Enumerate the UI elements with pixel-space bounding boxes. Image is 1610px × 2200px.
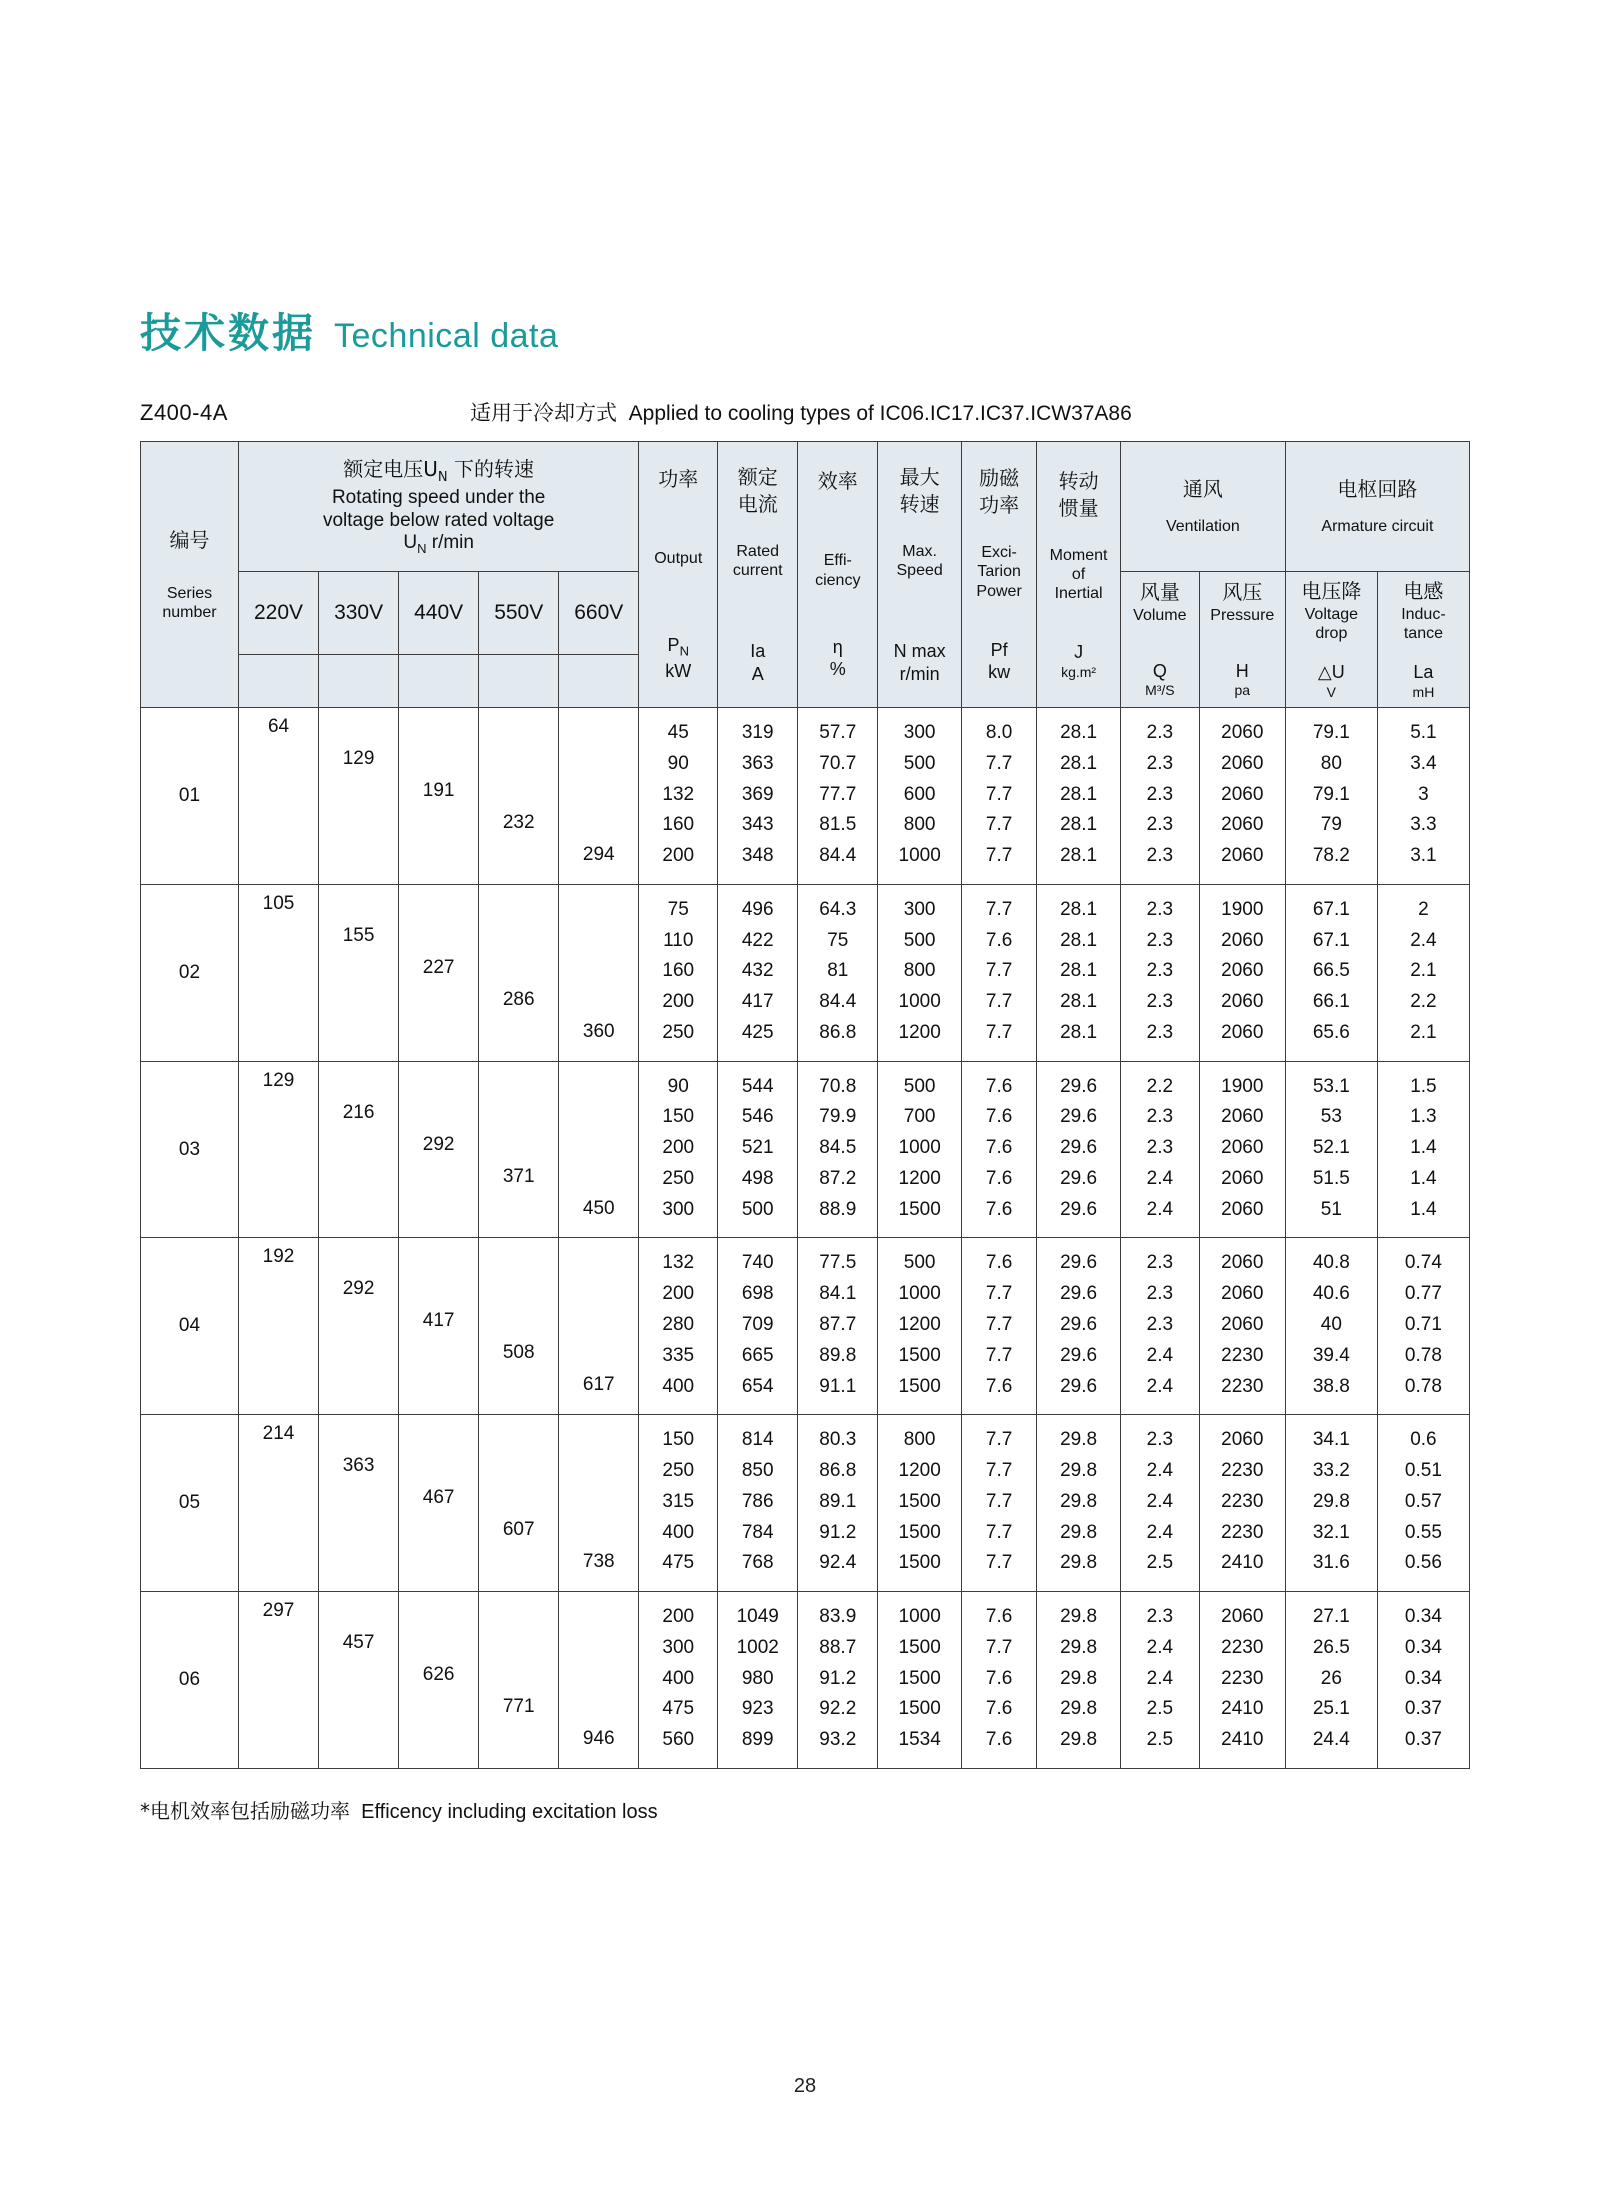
cell-330v: 216 [319,1061,399,1238]
page-number: 28 [793,2075,817,2097]
table-row [141,1238,1470,1415]
th-maxspeed-unit: r/min [899,663,940,684]
th-current-en1: Rated [736,542,780,560]
th-maxspeed-en2: Speed [896,562,943,579]
footnote-cn: *电机效率包括励磁功率 [140,1798,350,1823]
th-vdrop-en2: drop [1315,625,1348,642]
th-volume-en: Volume [1133,607,1187,625]
cell-max-speed: 500 700 1000 1200 1500 [878,1061,962,1238]
cell-inductance: 1.5 1.3 1.4 1.4 1.4 [1377,1061,1469,1238]
cell-rated-current: 319 363 369 343 348 [718,708,798,885]
th-eff-cn: 效率 [817,469,858,494]
cell-330v: 292 [319,1238,399,1415]
th-voltage-550v-spacer [479,655,559,708]
cell-inertia: 28.1 28.1 28.1 28.1 28.1 [1037,884,1121,1061]
th-speed-cn-sub: N [437,470,448,486]
th-inertia-en2: of [1071,565,1086,583]
th-maxspeed-sym: N max [893,641,946,662]
cell-550v: 371 [479,1061,559,1238]
th-eff-sym: η [832,636,843,657]
table-row [141,1415,1470,1592]
cell-volume: 2.3 2.3 2.3 2.3 2.3 [1120,884,1199,1061]
cell-excitation-power: 7.6 7.7 7.7 7.7 7.6 [961,1238,1036,1415]
cell-440v: 417 [399,1238,479,1415]
cell-efficiency: 83.9 88.7 91.2 92.2 93.2 [798,1592,878,1769]
cell-excitation-power: 7.7 7.6 7.7 7.7 7.7 [961,884,1036,1061]
th-inertia-sym: J [1074,642,1084,663]
th-maxspeed-cn2: 转速 [899,491,940,516]
th-speed-en2: voltage below rated voltage [322,509,555,531]
cell-series-number: 06 [141,1592,239,1769]
th-voltage-660v-spacer [559,655,639,708]
cell-series-number: 04 [141,1238,239,1415]
cell-output: 132 200 280 335 400 [639,1238,718,1415]
cooling-types-cn: 适用于冷却方式 [470,401,617,425]
th-speed-en3b: r/min [426,532,474,554]
th-output-sym1 [641,634,715,660]
cell-inertia: 28.1 28.1 28.1 28.1 28.1 [1037,708,1121,885]
th-series-number-en2: number [162,604,217,621]
th-induct-en2: tance [1403,625,1443,642]
th-output-cn: 功率 [658,467,699,492]
th-volume [1120,572,1199,708]
th-pressure-unit: pa [1234,682,1251,699]
th-speed-cn-a: 额定电压U [343,457,438,482]
th-exc-cn1: 励磁 [979,466,1020,491]
cell-pressure: 2060 2230 2230 2410 2410 [1199,1592,1285,1769]
cell-inertia: 29.6 29.6 29.6 29.6 29.6 [1037,1238,1121,1415]
th-induct-en1: Induc- [1401,605,1446,623]
th-rotating-speed [239,442,639,572]
cell-660v: 738 [559,1415,639,1592]
footnote-en: Efficency including excitation loss [361,1800,658,1823]
cell-inertia: 29.6 29.6 29.6 29.6 29.6 [1037,1061,1121,1238]
cooling-types-en: Applied to cooling types of IC06.IC17.IC37.ICW37A86 [628,402,1132,425]
cell-voltage-drop: 27.1 26.5 26 25.1 24.4 [1285,1592,1377,1769]
th-voltage-330v: 330V [319,572,399,655]
th-vdrop-sym: △U [1317,662,1345,683]
cell-series-number: 02 [141,884,239,1061]
cell-output: 150 250 315 400 475 [639,1415,718,1592]
cell-inertia: 29.8 29.8 29.8 29.8 29.8 [1037,1592,1121,1769]
cell-440v: 467 [399,1415,479,1592]
cell-rated-current: 496 422 432 417 425 [718,884,798,1061]
page-title-cn: 技术数据 [140,309,316,357]
th-inertia-en1: Moment [1049,546,1108,564]
th-rotating-speed-cn [241,456,636,487]
page-top-band [0,0,1610,10]
cell-volume: 2.3 2.3 2.3 2.3 2.3 [1120,708,1199,885]
cooling-types [470,397,1132,427]
cell-inductance: 2 2.4 2.1 2.2 2.1 [1377,884,1469,1061]
th-maxspeed-cn1: 最大 [899,464,940,489]
cell-220v: 214 [239,1415,319,1592]
model-number: Z400-4A [140,400,228,425]
cell-550v: 607 [479,1415,559,1592]
th-series-number [141,442,239,708]
th-vent-cn: 通风 [1182,477,1223,502]
th-eff-en2: ciency [815,571,861,589]
cell-660v: 946 [559,1592,639,1769]
cell-220v: 297 [239,1592,319,1769]
th-armature-circuit [1285,442,1469,572]
cell-excitation-power: 7.7 7.7 7.7 7.7 7.7 [961,1415,1036,1592]
th-eff-en1: Effi- [823,552,852,570]
th-pressure [1199,572,1285,708]
cell-excitation-power: 7.6 7.6 7.6 7.6 7.6 [961,1061,1036,1238]
cell-voltage-drop: 34.1 33.2 29.8 32.1 31.6 [1285,1415,1377,1592]
table-row [141,1061,1470,1238]
cell-volume: 2.3 2.4 2.4 2.4 2.5 [1120,1415,1199,1592]
cell-output: 90 150 200 250 300 [639,1061,718,1238]
cell-efficiency: 77.5 84.1 87.7 89.8 91.1 [798,1238,878,1415]
th-output-p-sub: N [679,644,689,660]
cell-inductance: 5.1 3.4 3 3.3 3.1 [1377,708,1469,885]
cell-series-number: 01 [141,708,239,885]
cell-max-speed: 300 500 600 800 1000 [878,708,962,885]
th-voltage-660v: 660V [559,572,639,655]
cell-220v: 105 [239,884,319,1061]
th-pressure-en: Pressure [1210,607,1275,625]
cell-pressure: 1900 2060 2060 2060 2060 [1199,1061,1285,1238]
cell-voltage-drop: 40.8 40.6 40 39.4 38.8 [1285,1238,1377,1415]
th-speed-en1: Rotating speed under the [331,486,546,508]
th-armature-en: Armature circuit [1321,518,1434,536]
cell-550v: 771 [479,1592,559,1769]
cell-efficiency: 70.8 79.9 84.5 87.2 88.9 [798,1061,878,1238]
th-vent-en: Ventilation [1165,518,1240,536]
subheader [140,397,1470,427]
th-moment-of-inertia [1037,442,1121,708]
technical-data-table [140,441,1470,1769]
th-current-cn2: 电流 [737,491,778,516]
th-volume-cn: 风量 [1139,580,1180,605]
th-inertia-unit: kg.m² [1061,663,1097,680]
cell-220v: 192 [239,1238,319,1415]
th-voltage-220v-spacer [239,655,319,708]
cell-inductance: 0.34 0.34 0.34 0.37 0.37 [1377,1592,1469,1769]
th-volume-unit: M³/S [1145,682,1175,699]
th-ventilation [1120,442,1285,572]
th-vdrop-cn: 电压降 [1301,578,1362,603]
th-current-cn1: 额定 [737,464,778,489]
th-efficiency [798,442,878,708]
cell-rated-current: 544 546 521 498 500 [718,1061,798,1238]
th-volume-sym: Q [1152,660,1167,681]
th-inertia-cn2: 惯量 [1058,495,1099,520]
cell-pressure: 2060 2060 2060 2230 2230 [1199,1238,1285,1415]
table-row [141,708,1470,885]
th-pressure-sym: H [1235,660,1249,681]
cell-voltage-drop: 67.1 67.1 66.5 66.1 65.6 [1285,884,1377,1061]
page-left-margin [0,0,18,2200]
page-content [140,300,1470,1824]
cell-volume: 2.2 2.3 2.3 2.4 2.4 [1120,1061,1199,1238]
cell-330v: 457 [319,1592,399,1769]
th-current-unit: A [751,663,764,684]
th-exc-en2: Tarion [977,563,1021,581]
th-speed-en3a: U [403,532,418,554]
cell-pressure: 2060 2230 2230 2230 2410 [1199,1415,1285,1592]
th-voltage-drop [1285,572,1377,708]
th-voltage-440v: 440V [399,572,479,655]
th-exc-en1: Exci- [981,544,1017,562]
cell-efficiency: 57.7 70.7 77.7 81.5 84.4 [798,708,878,885]
th-exc-sym: Pf [990,639,1008,660]
cell-output: 200 300 400 475 560 [639,1592,718,1769]
cell-660v: 294 [559,708,639,885]
cell-550v: 232 [479,708,559,885]
th-voltage-550v: 550V [479,572,559,655]
cell-max-speed: 300 500 800 1000 1200 [878,884,962,1061]
th-induct-cn: 电感 [1403,578,1444,603]
cell-max-speed: 500 1000 1200 1500 1500 [878,1238,962,1415]
cell-550v: 508 [479,1238,559,1415]
th-eff-unit: % [829,659,846,680]
th-output [639,442,718,708]
cell-rated-current: 1049 1002 980 923 899 [718,1592,798,1769]
cell-series-number: 03 [141,1061,239,1238]
cell-output: 45 90 132 160 200 [639,708,718,885]
th-voltage-440v-spacer [399,655,479,708]
page-title-en: Technical data [334,317,559,355]
cell-volume: 2.3 2.4 2.4 2.5 2.5 [1120,1592,1199,1769]
th-maxspeed-en1: Max. [902,542,937,560]
th-voltage-330v-spacer [319,655,399,708]
cell-inertia: 29.8 29.8 29.8 29.8 29.8 [1037,1415,1121,1592]
cell-series-number: 05 [141,1415,239,1592]
table-header-row-1 [141,442,1470,572]
cell-330v: 363 [319,1415,399,1592]
cell-220v: 64 [239,708,319,885]
th-output-en: Output [654,550,703,568]
th-inductance [1377,572,1469,708]
th-speed-en3-sub: N [417,541,427,557]
th-exc-en3: Power [976,582,1022,600]
th-voltage-220v: 220V [239,572,319,655]
th-exc-cn2: 功率 [979,493,1020,518]
cell-440v: 292 [399,1061,479,1238]
page-title [140,300,1470,359]
cell-660v: 360 [559,884,639,1061]
th-output-unit: kW [665,661,692,682]
th-induct-sym: La [1413,662,1434,683]
cell-efficiency: 64.3 75 81 84.4 86.8 [798,884,878,1061]
th-max-speed [878,442,962,708]
th-vdrop-en1: Voltage [1304,605,1359,623]
th-series-number-en1: Series [166,584,213,602]
cell-max-speed: 800 1200 1500 1500 1500 [878,1415,962,1592]
th-armature-cn: 电枢回路 [1337,477,1418,502]
cell-440v: 191 [399,708,479,885]
cell-excitation-power: 7.6 7.7 7.6 7.6 7.6 [961,1592,1036,1769]
th-series-number-cn: 编号 [169,527,210,552]
cell-220v: 129 [239,1061,319,1238]
cell-440v: 227 [399,884,479,1061]
th-speed-en3 [241,532,636,556]
th-output-p: P [667,635,680,656]
cell-440v: 626 [399,1592,479,1769]
th-rated-current [718,442,798,708]
th-inertia-cn1: 转动 [1058,468,1099,493]
th-current-en2: current [732,562,783,579]
th-induct-unit: mH [1412,683,1435,700]
cell-voltage-drop: 53.1 53 52.1 51.5 51 [1285,1061,1377,1238]
cell-pressure: 2060 2060 2060 2060 2060 [1199,708,1285,885]
cell-output: 75 110 160 200 250 [639,884,718,1061]
cell-pressure: 1900 2060 2060 2060 2060 [1199,884,1285,1061]
cell-550v: 286 [479,884,559,1061]
th-exc-unit: kw [988,662,1011,683]
cell-volume: 2.3 2.3 2.3 2.4 2.4 [1120,1238,1199,1415]
table-body [141,708,1470,1769]
cell-voltage-drop: 79.1 80 79.1 79 78.2 [1285,708,1377,885]
cell-excitation-power: 8.0 7.7 7.7 7.7 7.7 [961,708,1036,885]
footnote [140,1795,1470,1824]
cell-330v: 129 [319,708,399,885]
cell-inductance: 0.74 0.77 0.71 0.78 0.78 [1377,1238,1469,1415]
cell-rated-current: 814 850 786 784 768 [718,1415,798,1592]
cell-330v: 155 [319,884,399,1061]
th-vdrop-unit: V [1326,683,1336,700]
th-excitation-power [961,442,1036,708]
th-speed-cn-b: 下的转速 [447,457,535,482]
cell-660v: 617 [559,1238,639,1415]
cell-660v: 450 [559,1061,639,1238]
th-current-sym: Ia [750,641,766,662]
cell-efficiency: 80.3 86.8 89.1 91.2 92.4 [798,1415,878,1592]
cell-inductance: 0.6 0.51 0.57 0.55 0.56 [1377,1415,1469,1592]
cell-rated-current: 740 698 709 665 654 [718,1238,798,1415]
th-pressure-cn: 风压 [1222,580,1263,605]
th-inertia-en3: Inertial [1054,585,1103,603]
table-row [141,884,1470,1061]
table-row [141,1592,1470,1769]
cell-max-speed: 1000 1500 1500 1500 1534 [878,1592,962,1769]
